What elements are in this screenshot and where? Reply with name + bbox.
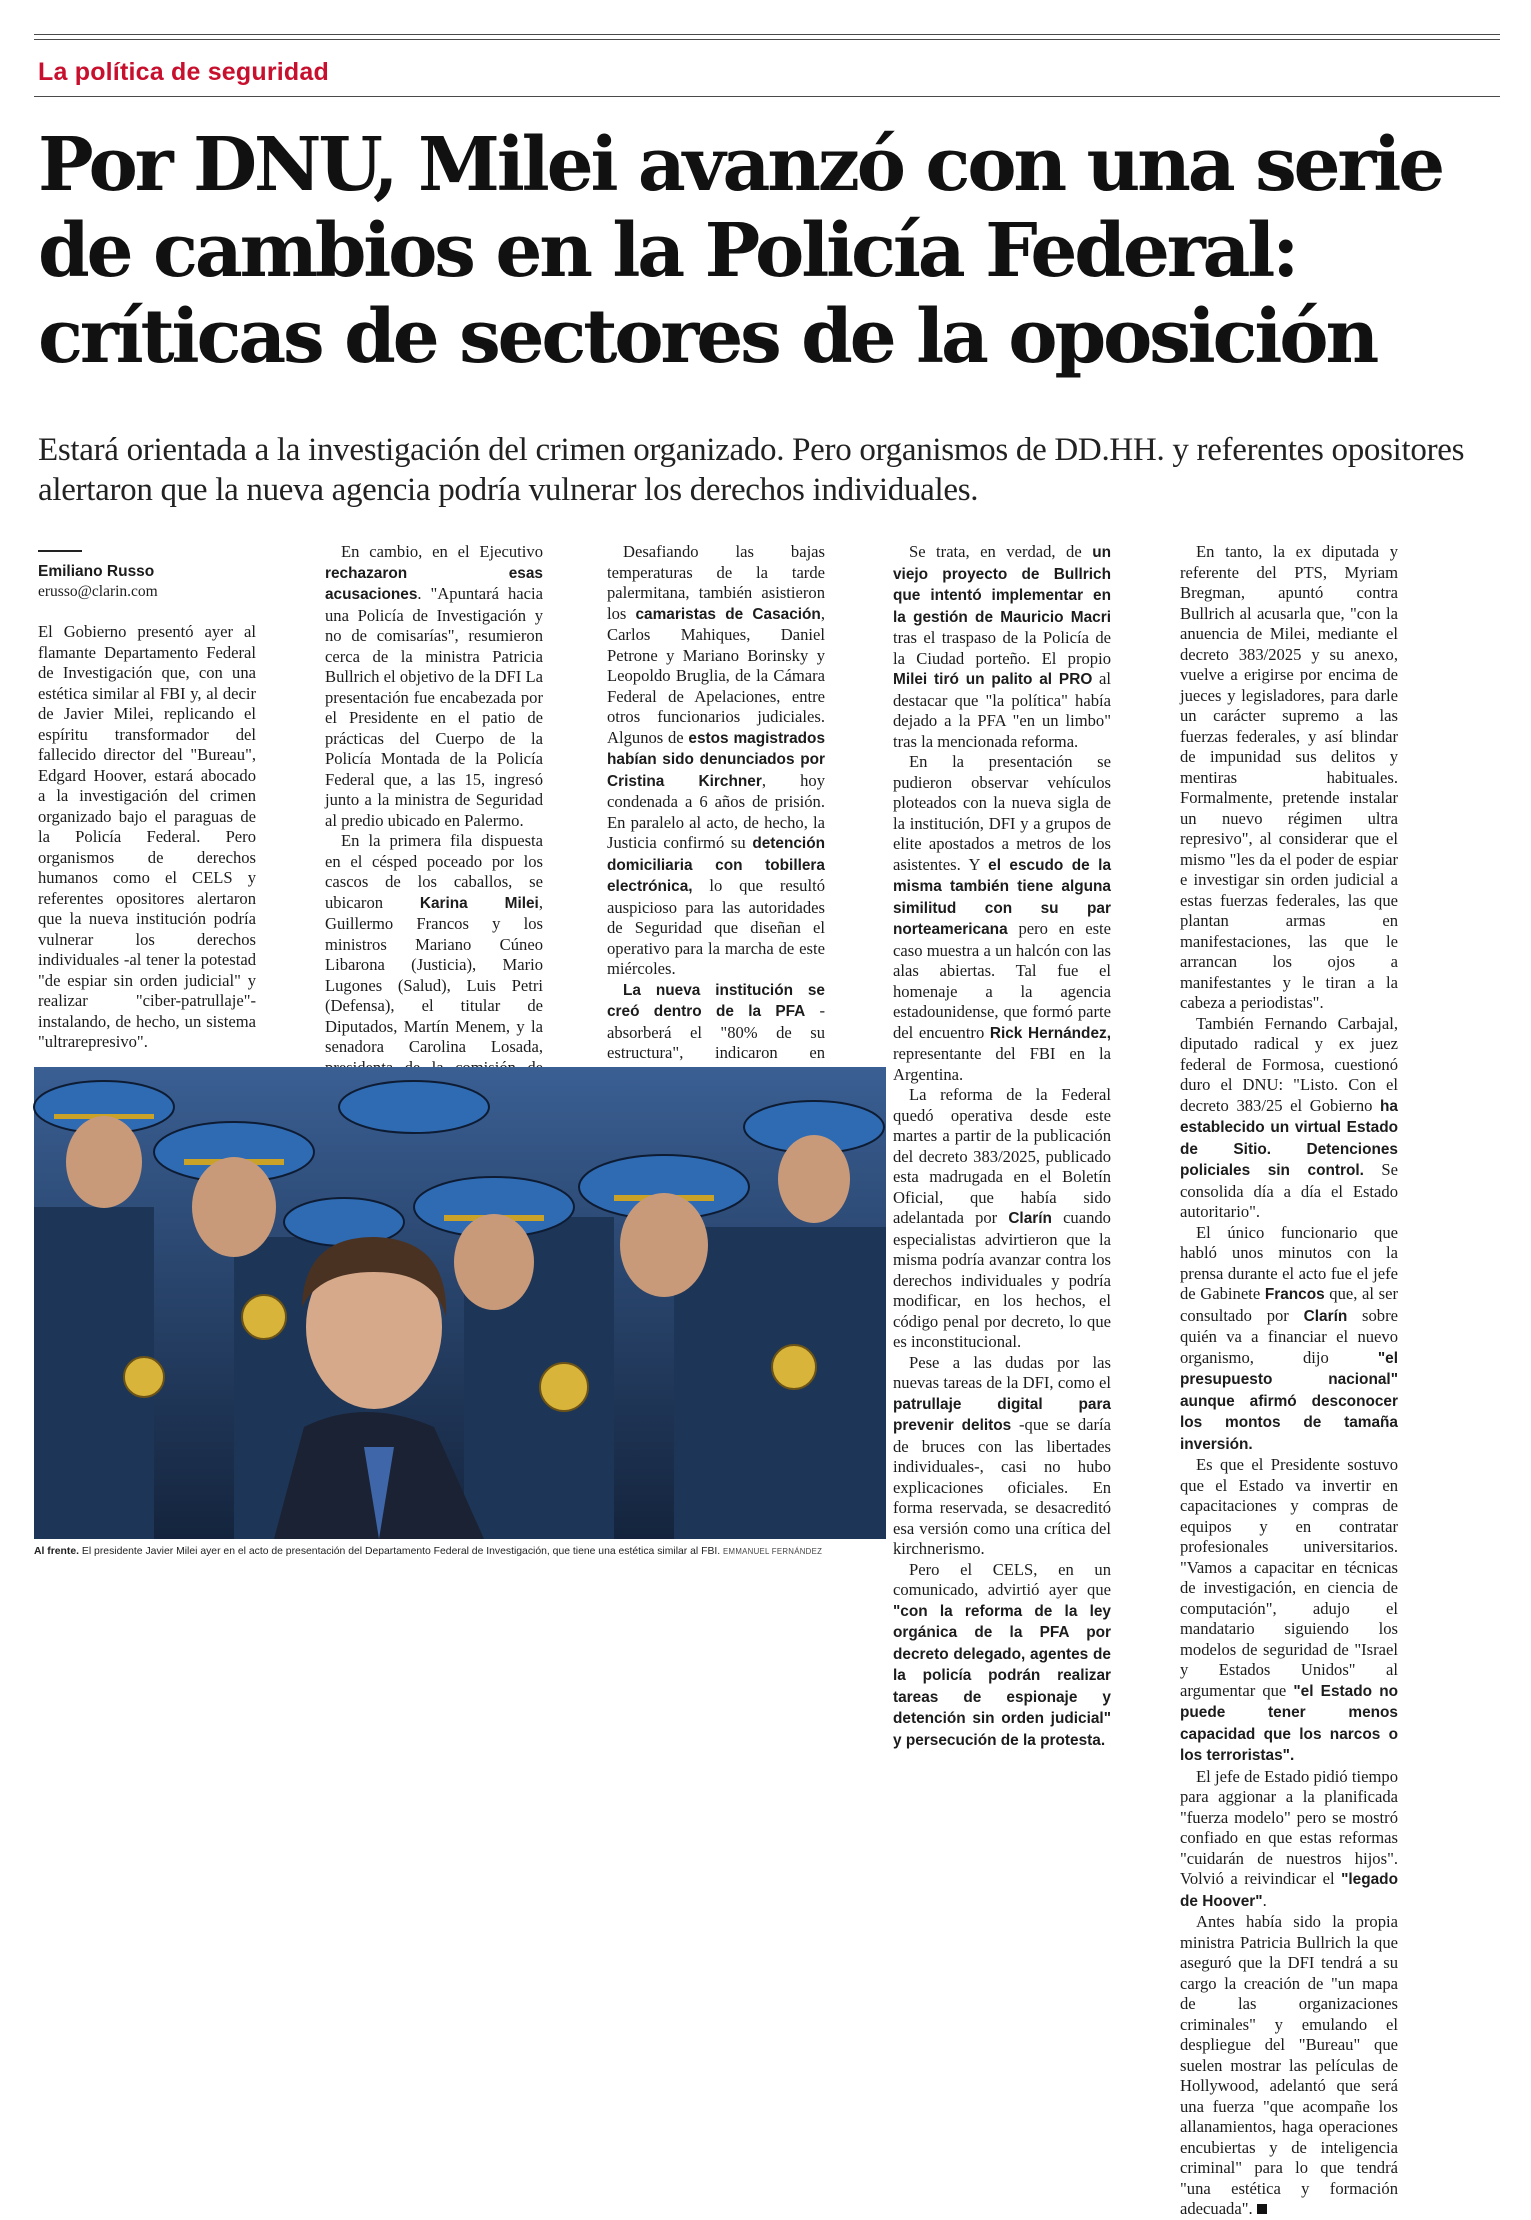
photo-illustration	[34, 1067, 886, 1539]
section-label: La política de seguridad	[38, 58, 329, 86]
column-1	[38, 550, 256, 1053]
end-mark	[1257, 2204, 1267, 2214]
paragraph: En la primera fila dispuesta en el césped poceado por los cascos de los caballos, se ubicaron Karina Milei, Guillermo Francos y los ministros Mariano Cúneo Libarona (Justicia), Mario Lugones (Salud), Luis Petri (Defensa), el titular de Diputados, Martín Menem, y la senadora Carolina Losada,	[325, 831, 543, 1056]
paragraph: Se trata, en verdad, de un viejo proyecto de Bullrich que intentó implementar en la gestión de Mauricio Macri tras el traspaso de la Policía de la Ciudad porteño. El propio Milei tiró un palito al PRO al destacar que "la política" había dejado a la PFA "en un limbo" tras la mencionada reforma.	[893, 542, 1111, 751]
deck: Estará orientada a la investigación del crimen organizado. Pero organismos de DD.HH. y referentes opositores alertaron que la nueva agencia podría vulnerar los derechos individuales.	[38, 432, 1465, 508]
column-3	[607, 542, 826, 1062]
paragraph: En cambio, en el Ejecutivo rechazaron esas acusaciones. "Apuntará hacia una Policía de Investigación y no de comisarías", resumieron cerca de la ministra Patricia Bullrich el objetivo de la DFI La presentación fue encabezada por el Presidente en el patio de prácticas del Cuerpo de la Policía Montada de la Policía Federal que, a las 15, ingresó junto a la ministra de Seguridad al predio ubicado en Palermo.	[325, 542, 543, 830]
top-rule	[34, 34, 1500, 35]
paragraph: También Fernando Carbajal, diputado radical y ex juez federal de Formosa, cuestionó duro el DNU: "Listo. Con el decreto 383/25 el Gobierno ha establecido un virtual Estado de Sitio. Detenciones policiales sin control. Se consolida día a día el Estado autoritario".	[1180, 1013, 1398, 1221]
top-rule-second	[34, 39, 1500, 40]
paragraph: La reforma de la Federal quedó operativa desde este martes a partir de la publicación del decreto 383/2025, publicado esta madrugada en el Boletín Oficial, que había sido adelantada por Clarín cuando especialistas advirtieron que la misma podría avanzar contra los derechos individuales y podría modificar, en los hechos, el código penal por decreto, lo que es inconstitucional.	[893, 1085, 1111, 1351]
paragraph: El Gobierno presentó ayer al flamante Departamento Federal de Investigación que, con una estética similar al FBI y, al decir de Javier Milei, replicando el espíritu transformador del fallecido director del "Bureau", Edgard Hoover, estará abocado a la investigación del crimen organizado bajo el paraguas de la Policía Federal. Pero organismos de derechos humanos como el CELS y referentes opositores alertaron que la nueva institución podría vulnerar los derechos individuales -al tener la potestad "de espiar sin orden judicial" y realizar "ciber-patrullaje"- instalando, de hecho, un sistema "ultrarepresivo".	[38, 622, 256, 1051]
byline-email: erusso@clarin.com	[38, 583, 158, 600]
photo-caption	[34, 1546, 894, 1557]
paragraph: Pero el CELS, en un comunicado, advirtió ayer que "con la reforma de la ley orgánica de la PFA por decreto delegado, agentes de la policía podrán realizar tareas de espionaje y detención sin orden judicial" y persecución de la protesta.	[893, 1559, 1111, 1749]
byline-author: Emiliano Russo	[38, 563, 155, 580]
paragraph: En la presentación se pudieron observar vehículos ploteados con la nueva sigla de la institución, DFI y a grupos de elite apostados a metros de los asistentes. Y el escudo de la misma también tiene alguna similitud con su par norteamericana pero en este caso muestra a un halcón con las alas abiertas. Tal fue el homenaje a la agencia estadounidense, que formó parte del encuentro Rick Hernández, representante del FBI en la Argentina.	[893, 752, 1111, 1084]
paragraph: El único funcionario que habló unos minutos con la prensa durante el acto fue el jefe de Gabinete Francos que, al ser consultado por Clarín sobre quién va a financiar el nuevo organismo, dijo "el presupuesto nacional" aunque afirmó desconocer los montos de tamaña inversión.	[1180, 1222, 1398, 1453]
paragraph: Pese a las dudas por las nuevas tareas de la DFI, como el patrullaje digital para prevenir delitos -que se daría de bruces con las libertades individuales-, casi no hubo explicaciones oficiales. En forma reservada, se desacreditó esa versión como una crítica del kirchnerismo.	[893, 1352, 1111, 1558]
photo-credit: EMMANUEL FERNÁNDEZ	[723, 1547, 823, 1556]
column-5	[1180, 542, 1398, 2220]
paragraph: La nueva institución se creó dentro de la PFA -absorberá el "80% de su estructura", indicaron en	[607, 981, 825, 1062]
caption-text: El presidente Javier Milei ayer en el acto de presentación del Departamento Federal de Investigación, que tiene una estética similar al FBI.	[79, 1546, 721, 1557]
section-rule	[34, 96, 1500, 97]
paragraph: Antes había sido la propia ministra Patricia Bullrich la que aseguró que la DFI tendrá a su cargo la creación de "un mapa de las organizaciones criminales" y emulando el despliegue del "Bureau" que suelen mostrar las películas de Hollywood, adelantó que será una fuerza "que acompañe los allanamientos, haga operaciones encubiertas y de inteligencia criminal" para lo que tendrá "una estética y formación adecuada".	[1180, 1912, 1398, 2218]
paragraph: Es que el Presidente sostuvo que el Estado va invertir en capacitaciones y compras de equipos y en contratar profesionales universitarios. "Vamos a capacitar en técnicas de investigación, en ciencia de computación", adujo el mandatario siguiendo los modelos de seguridad de "Israel y Estados Unidos" al argumentar que "el Estado no puede tener menos capacidad que los narcos o los terroristas".	[1180, 1455, 1398, 1764]
paragraph: El jefe de Estado pidió tiempo para aggionar a la planificada "fuerza modelo" pero se mostró confiado en que estas reformas "cuidarán de nuestros hijos". Volvió a reivindicar el "legado de Hoover".	[1180, 1766, 1398, 1910]
caption-lead: Al frente.	[34, 1546, 80, 1557]
headline: Por DNU, Milei avanzó con una serie de cambios en la Policía Federal: críticas de sectores de la oposición	[38, 122, 1442, 380]
paragraph: En tanto, la ex diputada y referente del PTS, Myriam Bregman, apuntó contra Bullrich al acusarla que, "con la anuencia de Milei, mediante el decreto 383/2025 y su anexo, vuelve a erigirse por encima de jueces y legisladores, para darle un carácter supremo a las fuerzas federales, y así blindar de impunidad sus delitos y mentiras habituales. Formalmente, pretende instalar un nuevo régimen ultra represivo", al considerar que el mismo "les da el poder de espiar e investigar sin orden judicial a estas fuerzas federales, las que plantan armas en manifestaciones, las que le arrancan los ojos a manifestantes y le tiran a la cabeza a periodistas".	[1180, 542, 1398, 1012]
column-4	[893, 542, 1111, 1751]
paragraph: Desafiando las bajas temperaturas de la tarde palermitana, también asistieron los camaristas de Casación, Carlos Mahiques, Daniel Petrone y Mariano Borinsky y Leopoldo Bruglia, de la Cámara Federal de Apelaciones, entre otros funcionarios judiciales. Algunos de estos magistrados habían sido denunciados por Cristina Kirchner, hoy condenada a 6 años de prisión. En paralelo al acto, de hecho, la Justicia confirmó su detención domiciliaria con tobillera electrónica, lo que resultó auspicioso para las autoridades de Seguridad que diseñan el operativo para la marcha de este miércoles.	[607, 542, 826, 978]
news-photo	[34, 1067, 886, 1539]
byline-rule	[38, 550, 82, 552]
